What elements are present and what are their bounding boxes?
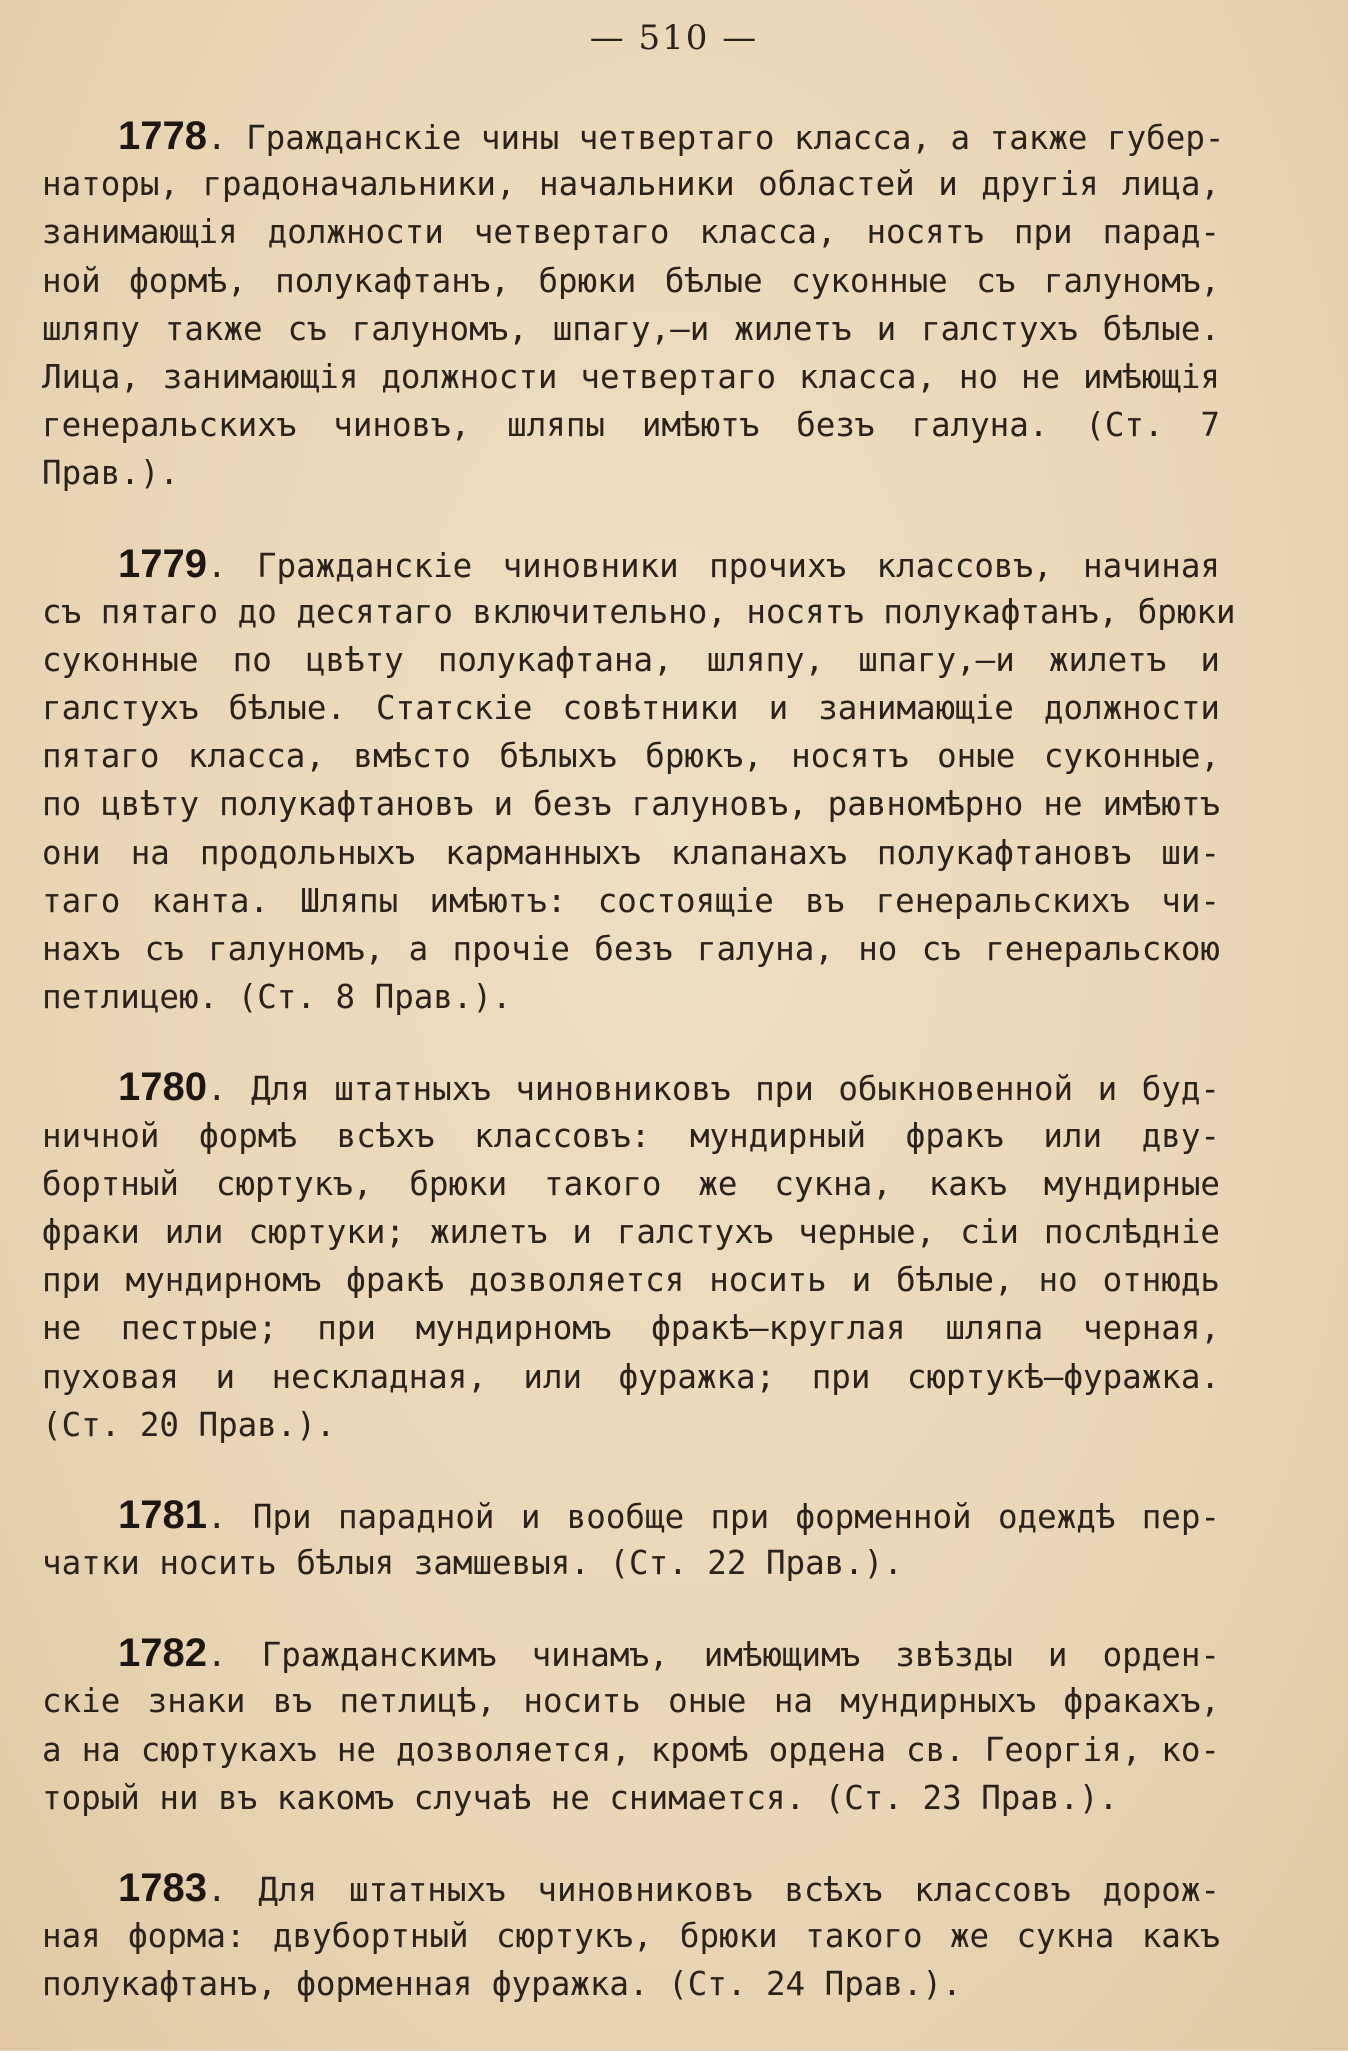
page-number: — 510 — xyxy=(589,18,759,58)
article-text: . Гражданскимъ чинамъ, имѣющимъ звѣзды и орден- xyxy=(206,1636,1220,1675)
article-line: ной формѣ, полукафтанъ, брюки бѣлые суконные съ галуномъ, xyxy=(42,261,1220,300)
article-line: а на сюртукахъ не дозволяется, кромѣ ордена св. Георгія, ко- xyxy=(42,1730,1220,1769)
article-line: бортный сюртукъ, брюки такого же сукна, какъ мундирные xyxy=(42,1164,1220,1203)
article-line: по цвѣту полукафтановъ и безъ галуновъ, равномѣрно не имѣютъ xyxy=(42,785,1220,824)
article-line: при мундирномъ фракѣ дозволяется носить и бѣлые, но отнюдь xyxy=(42,1261,1220,1300)
article-line: они на продольныхъ карманныхъ клапанахъ полукафтановъ ши- xyxy=(42,833,1220,872)
article-1779 xyxy=(42,540,1236,1022)
article-line: фраки или сюртуки; жилетъ и галстухъ черные, сіи послѣдніе xyxy=(42,1212,1220,1251)
article-text: . Для штатныхъ чиновниковъ при обыкновенной и буд- xyxy=(206,1070,1220,1109)
article-line: шляпу также съ галуномъ, шпагу,—и жилетъ и галстухъ бѣлые. xyxy=(42,309,1220,348)
article-line: полукафтанъ, форменная фуражка. (Ст. 24 Прав.). xyxy=(42,1965,962,2004)
article-text: . Гражданскіе чиновники прочихъ классовъ, начиная xyxy=(206,546,1220,585)
article-number: 1780 xyxy=(118,1065,207,1110)
article-line: пуховая и нескладная, или фуражка; при сюртукѣ—фуражка. xyxy=(42,1357,1220,1396)
article-line: наторы, градоначальники, начальники областей и другія лица, xyxy=(42,165,1220,204)
article-line: чатки носить бѣлыя замшевыя. (Ст. 22 Прав.). xyxy=(42,1544,903,1583)
article-line xyxy=(42,112,1225,160)
article-1780 xyxy=(42,1063,1220,1449)
text-column xyxy=(42,112,1236,2051)
article-line: ная форма: двубортный сюртукъ, брюки такого же сукна какъ xyxy=(42,1917,1220,1956)
article-line: пятаго класса, вмѣсто бѣлыхъ брюкъ, носятъ оные суконные, xyxy=(42,737,1220,776)
article-line: (Ст. 20 Прав.). xyxy=(42,1405,336,1444)
article-line xyxy=(42,1063,1220,1111)
article-line: суконные по цвѣту полукафтана, шляпу, шпагу,—и жилетъ и xyxy=(42,640,1220,679)
article-line: скіе знаки въ петлицѣ, носить оные на мундирныхъ фракахъ, xyxy=(42,1682,1220,1721)
article-number: 1781 xyxy=(118,1492,207,1537)
article-line: петлицею. (Ст. 8 Прав.). xyxy=(42,978,512,1017)
article-1781 xyxy=(42,1491,1220,1587)
article-line: нахъ съ галуномъ, а прочіе безъ галуна, но съ генеральскою xyxy=(42,930,1220,968)
article-line: не пестрые; при мундирномъ фракѣ—круглая шляпа черная, xyxy=(42,1309,1220,1348)
article-line: торый ни въ какомъ случаѣ не снимается. (Ст. 23 Прав.). xyxy=(42,1778,1119,1817)
article-line: Лица, занимающія должности четвертаго класса, но не имѣющія xyxy=(42,357,1220,396)
article-1783 xyxy=(42,1864,1220,2009)
article-line: таго канта. Шляпы имѣютъ: состоящіе въ генеральскихъ чи- xyxy=(42,881,1220,920)
article-1782 xyxy=(42,1629,1220,1822)
article-line xyxy=(42,1491,1220,1539)
article-line: Прав.). xyxy=(42,454,179,493)
article-text: . Для штатныхъ чиновниковъ всѣхъ классовъ дорож- xyxy=(206,1871,1220,1909)
article-line: галстухъ бѣлые. Статскіе совѣтники и занимающіе должности xyxy=(42,689,1220,728)
article-1778 xyxy=(42,112,1225,498)
article-line: ничной формѣ всѣхъ классовъ: мундирный фракъ или дву- xyxy=(42,1116,1220,1155)
article-number: 1779 xyxy=(118,541,207,586)
article-number: 1782 xyxy=(118,1631,207,1676)
article-number: 1778 xyxy=(118,114,207,158)
article-line: занимающія должности четвертаго класса, носятъ при парад- xyxy=(42,213,1220,252)
article-line: съ пятаго до десятаго включительно, носятъ полукафтанъ, брюки xyxy=(42,592,1236,631)
article-text: . Гражданскіе чины четвертаго класса, а также губер- xyxy=(206,119,1225,157)
article-line xyxy=(42,540,1220,588)
article-number: 1783 xyxy=(118,1866,207,1910)
article-line xyxy=(42,1864,1220,1912)
article-line xyxy=(42,1629,1220,1677)
article-line: генеральскихъ чиновъ, шляпы имѣютъ безъ галуна. (Ст. 7 xyxy=(42,406,1220,445)
article-text: . При парадной и вообще при форменной одеждѣ пер- xyxy=(206,1497,1220,1536)
